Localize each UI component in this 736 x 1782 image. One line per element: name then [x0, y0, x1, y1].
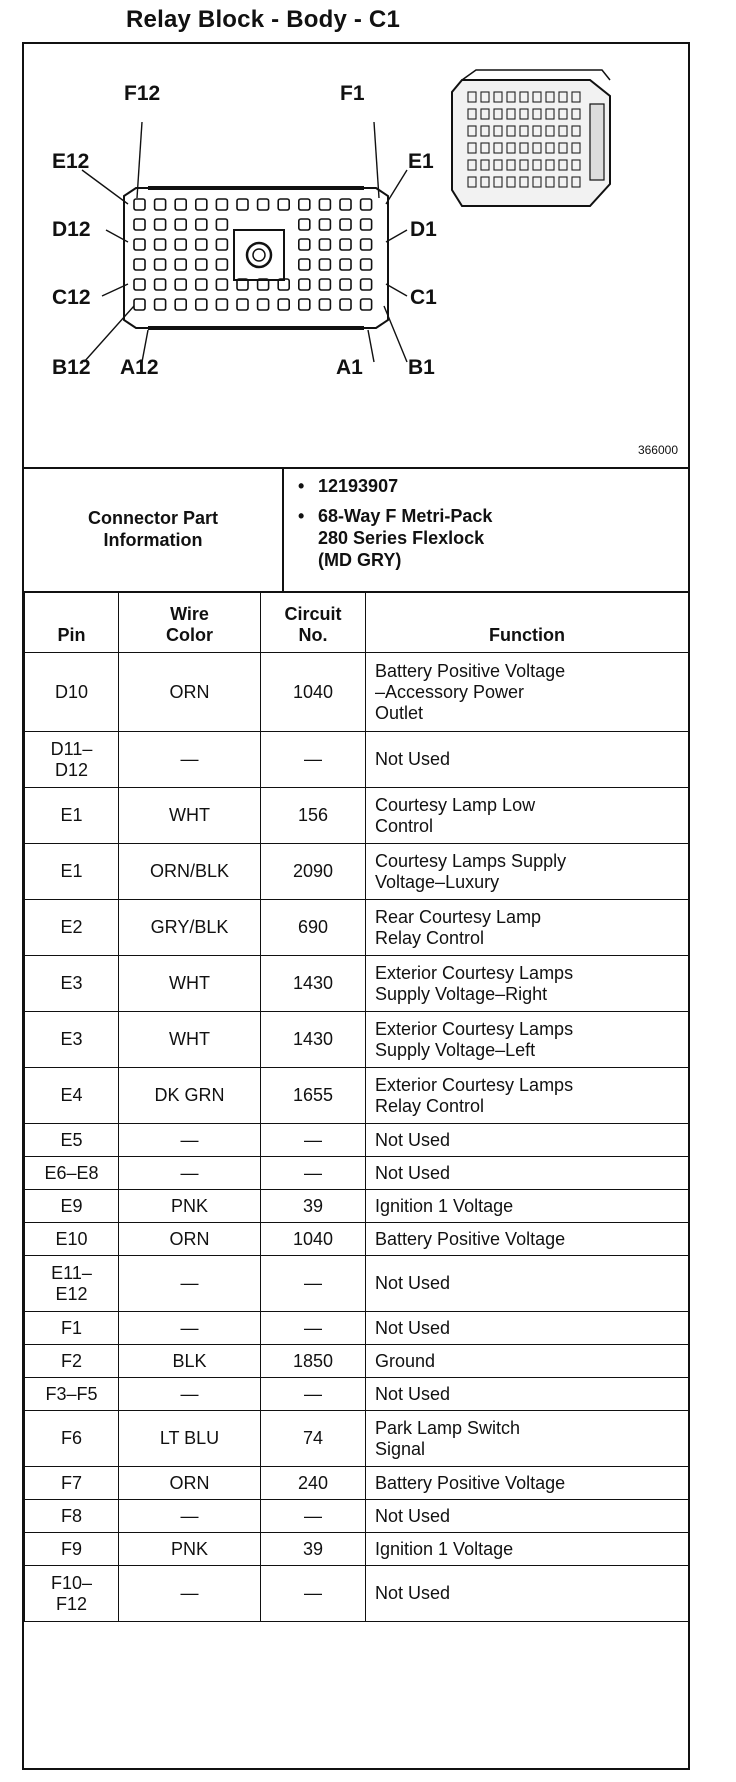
pin-cavity — [319, 219, 330, 230]
wire-color-cell: ORN/BLK — [119, 844, 261, 900]
pin-cell: E3 — [25, 1012, 119, 1068]
pin-cell: E4 — [25, 1068, 119, 1124]
pin-cavity — [319, 239, 330, 250]
function-cell: Ignition 1 Voltage — [366, 1190, 689, 1223]
header-pin: Pin — [25, 592, 119, 653]
pin-cavity — [196, 279, 207, 290]
circuit-cell: 1655 — [261, 1068, 366, 1124]
leader-line — [386, 284, 407, 296]
circuit-cell: 1850 — [261, 1345, 366, 1378]
connector-3d-latch — [590, 104, 604, 180]
function-cell: Not Used — [366, 1566, 689, 1622]
leader-line — [84, 306, 134, 362]
pin-cavity — [134, 219, 145, 230]
pin-cell: F6 — [25, 1411, 119, 1467]
pin-cavity — [175, 219, 186, 230]
table-row — [25, 1345, 689, 1378]
pin-cavity — [278, 199, 289, 210]
pin-cell: F7 — [25, 1467, 119, 1500]
circuit-cell: 74 — [261, 1411, 366, 1467]
table-row — [25, 1500, 689, 1533]
pin-cell: E6–E8 — [25, 1157, 119, 1190]
pin-cavity — [361, 219, 372, 230]
pin-label: F12 — [124, 82, 161, 105]
circuit-cell: 39 — [261, 1190, 366, 1223]
wire-color-cell: — — [119, 1124, 261, 1157]
pin-cavity — [216, 239, 227, 250]
pin-cavity — [258, 299, 269, 310]
pin-cavity — [155, 279, 166, 290]
wire-color-cell: BLK — [119, 1345, 261, 1378]
table-row — [25, 1411, 689, 1467]
connector-part-info-label — [24, 467, 284, 591]
wire-color-cell: GRY/BLK — [119, 900, 261, 956]
pin-cell: D11– D12 — [25, 732, 119, 788]
leader-line — [368, 330, 374, 362]
function-cell: Exterior Courtesy Lamps Supply Voltage–Left — [366, 1012, 689, 1068]
pin-label: F1 — [340, 82, 365, 105]
pin-cavity — [299, 279, 310, 290]
function-cell: Not Used — [366, 732, 689, 788]
pin-cavity — [155, 299, 166, 310]
pin-cell: E5 — [25, 1124, 119, 1157]
wire-color-cell: PNK — [119, 1190, 261, 1223]
pin-cavity — [361, 199, 372, 210]
function-cell: Battery Positive Voltage — [366, 1223, 689, 1256]
pin-label: C12 — [52, 286, 91, 309]
pin-label: A1 — [336, 356, 363, 379]
table-row — [25, 653, 689, 732]
pin-label: E1 — [408, 150, 434, 173]
pin-cavity — [237, 199, 248, 210]
pin-cavity — [134, 239, 145, 250]
wire-color-cell: ORN — [119, 1223, 261, 1256]
function-cell: Ignition 1 Voltage — [366, 1533, 689, 1566]
pin-cavity — [134, 279, 145, 290]
table-row — [25, 956, 689, 1012]
wire-color-cell: — — [119, 1256, 261, 1312]
pin-cavity — [299, 219, 310, 230]
pin-cavity — [216, 299, 227, 310]
function-cell: Not Used — [366, 1500, 689, 1533]
table-row — [25, 844, 689, 900]
circuit-cell: 1430 — [261, 956, 366, 1012]
function-cell: Not Used — [366, 1378, 689, 1411]
pin-cavity — [134, 299, 145, 310]
pin-cell: E3 — [25, 956, 119, 1012]
pin-cavity — [134, 199, 145, 210]
function-cell: Ground — [366, 1345, 689, 1378]
connector-sheet — [22, 42, 690, 1770]
pin-cell: E11– E12 — [25, 1256, 119, 1312]
pin-cavity — [155, 239, 166, 250]
pin-label: C1 — [410, 286, 437, 309]
pin-cavity — [319, 299, 330, 310]
pin-cavity — [299, 259, 310, 270]
pin-cell: F8 — [25, 1500, 119, 1533]
pin-cavity — [155, 219, 166, 230]
pin-cavity — [361, 299, 372, 310]
leader-line — [374, 122, 379, 198]
connector-part-bullet: • 12193907 — [298, 475, 688, 497]
table-row — [25, 1378, 689, 1411]
circuit-cell: 2090 — [261, 844, 366, 900]
pin-cavity — [216, 279, 227, 290]
circuit-cell: — — [261, 1256, 366, 1312]
pin-label: B12 — [52, 356, 91, 379]
connector-part-info — [24, 467, 688, 593]
table-row — [25, 732, 689, 788]
pin-cavity — [319, 199, 330, 210]
pin-cavity — [319, 259, 330, 270]
pin-cavity — [361, 259, 372, 270]
connector-outline — [124, 188, 388, 328]
header-wire-color: Wire Color — [119, 592, 261, 653]
header-circuit-no: Circuit No. — [261, 592, 366, 653]
function-cell: Not Used — [366, 1256, 689, 1312]
pin-cavity — [196, 219, 207, 230]
pin-cavity — [196, 299, 207, 310]
pin-cavity — [216, 199, 227, 210]
table-row — [25, 1190, 689, 1223]
leader-line — [386, 170, 407, 204]
table-row — [25, 1068, 689, 1124]
pin-cell: F1 — [25, 1312, 119, 1345]
center-bolt-housing — [234, 230, 284, 280]
function-cell: Courtesy Lamps Supply Voltage–Luxury — [366, 844, 689, 900]
header-function: Function — [366, 592, 689, 653]
function-cell: Battery Positive Voltage — [366, 1467, 689, 1500]
wire-color-cell: LT BLU — [119, 1411, 261, 1467]
circuit-cell: — — [261, 1157, 366, 1190]
function-cell: Park Lamp Switch Signal — [366, 1411, 689, 1467]
pin-cavity — [196, 199, 207, 210]
pin-cell: E2 — [25, 900, 119, 956]
leader-line — [386, 230, 407, 242]
pin-cavity — [134, 259, 145, 270]
connector-diagram — [24, 44, 688, 469]
leader-line — [137, 122, 142, 198]
pin-cell: E1 — [25, 788, 119, 844]
pin-cavity — [299, 239, 310, 250]
circuit-cell: — — [261, 1566, 366, 1622]
function-cell: Courtesy Lamp Low Control — [366, 788, 689, 844]
pin-cavity — [340, 219, 351, 230]
pin-cavity — [340, 299, 351, 310]
pin-table — [24, 591, 689, 1622]
pin-cavity — [299, 299, 310, 310]
page-title: Relay Block - Body - C1 — [126, 6, 401, 33]
pin-cell: F10– F12 — [25, 1566, 119, 1622]
table-row — [25, 1223, 689, 1256]
table-row — [25, 1157, 689, 1190]
wire-color-cell: ORN — [119, 1467, 261, 1500]
pin-cavity — [237, 299, 248, 310]
circuit-cell: 39 — [261, 1533, 366, 1566]
function-cell: Not Used — [366, 1124, 689, 1157]
wire-color-cell: — — [119, 1312, 261, 1345]
wire-color-cell: WHT — [119, 1012, 261, 1068]
pin-cavity — [175, 199, 186, 210]
circuit-cell: 1040 — [261, 1223, 366, 1256]
wire-color-cell: — — [119, 1157, 261, 1190]
leader-line — [82, 170, 128, 204]
table-row — [25, 1124, 689, 1157]
table-row — [25, 788, 689, 844]
function-cell: Not Used — [366, 1157, 689, 1190]
circuit-cell: — — [261, 1124, 366, 1157]
pin-cavity — [340, 199, 351, 210]
wire-color-cell: WHT — [119, 788, 261, 844]
connector-part-info-values — [284, 467, 688, 591]
pin-label: D1 — [410, 218, 437, 241]
wire-color-cell: DK GRN — [119, 1068, 261, 1124]
pin-cavity — [299, 199, 310, 210]
wire-color-cell: PNK — [119, 1533, 261, 1566]
pin-cell: F9 — [25, 1533, 119, 1566]
pin-cavity — [175, 279, 186, 290]
pin-label: A12 — [120, 356, 159, 379]
table-row — [25, 1012, 689, 1068]
pin-cavity — [361, 239, 372, 250]
wire-color-cell: — — [119, 1566, 261, 1622]
wire-color-cell: — — [119, 732, 261, 788]
connector-face-illustration — [24, 44, 688, 467]
wire-color-cell: ORN — [119, 653, 261, 732]
pin-cavity — [216, 219, 227, 230]
function-cell: Rear Courtesy Lamp Relay Control — [366, 900, 689, 956]
pin-cell: E9 — [25, 1190, 119, 1223]
wire-color-cell: WHT — [119, 956, 261, 1012]
pin-cell: E1 — [25, 844, 119, 900]
table-row — [25, 1312, 689, 1345]
pin-cell: F2 — [25, 1345, 119, 1378]
circuit-cell: 1040 — [261, 653, 366, 732]
table-row — [25, 900, 689, 956]
connector-part-info-text: Connector Part Information — [87, 508, 219, 550]
function-cell: Battery Positive Voltage –Accessory Power Outlet — [366, 653, 689, 732]
circuit-cell: — — [261, 732, 366, 788]
pin-cavity — [340, 279, 351, 290]
function-cell: Exterior Courtesy Lamps Supply Voltage–Right — [366, 956, 689, 1012]
circuit-cell: — — [261, 1312, 366, 1345]
circuit-cell: — — [261, 1500, 366, 1533]
circuit-cell: 690 — [261, 900, 366, 956]
table-row — [25, 1533, 689, 1566]
function-cell: Exterior Courtesy Lamps Relay Control — [366, 1068, 689, 1124]
pin-label: B1 — [408, 356, 435, 379]
connector-3d-top — [462, 70, 610, 80]
wire-color-cell: — — [119, 1378, 261, 1411]
pin-label: E12 — [52, 150, 90, 173]
pin-cell: E10 — [25, 1223, 119, 1256]
pin-cavity — [196, 239, 207, 250]
pin-cavity — [196, 259, 207, 270]
pin-cavity — [216, 259, 227, 270]
pin-cavity — [175, 239, 186, 250]
pin-cell: F3–F5 — [25, 1378, 119, 1411]
function-cell: Not Used — [366, 1312, 689, 1345]
pin-cavity — [278, 299, 289, 310]
pin-cavity — [340, 259, 351, 270]
table-row — [25, 1467, 689, 1500]
center-bolt-inner — [253, 249, 265, 261]
circuit-cell: 1430 — [261, 1012, 366, 1068]
pin-cavity — [175, 259, 186, 270]
pin-label: D12 — [52, 218, 91, 241]
circuit-cell: — — [261, 1378, 366, 1411]
pin-cavity — [361, 279, 372, 290]
pin-cavity — [340, 239, 351, 250]
table-row — [25, 1566, 689, 1622]
table-row — [25, 1256, 689, 1312]
figure-id: 366000 — [637, 443, 678, 457]
wire-color-cell: — — [119, 1500, 261, 1533]
leader-line — [384, 306, 407, 362]
circuit-cell: 156 — [261, 788, 366, 844]
pin-table-header — [25, 592, 689, 653]
center-bolt — [247, 243, 271, 267]
connector-part-bullet: • 68-Way F Metri-Pack 280 Series Flexlock (MD GRY) — [298, 505, 688, 571]
pin-cell: D10 — [25, 653, 119, 732]
pin-cavity — [175, 299, 186, 310]
pin-cavity — [155, 259, 166, 270]
pin-cavity — [319, 279, 330, 290]
pin-cavity — [155, 199, 166, 210]
pin-cavity — [258, 199, 269, 210]
circuit-cell: 240 — [261, 1467, 366, 1500]
